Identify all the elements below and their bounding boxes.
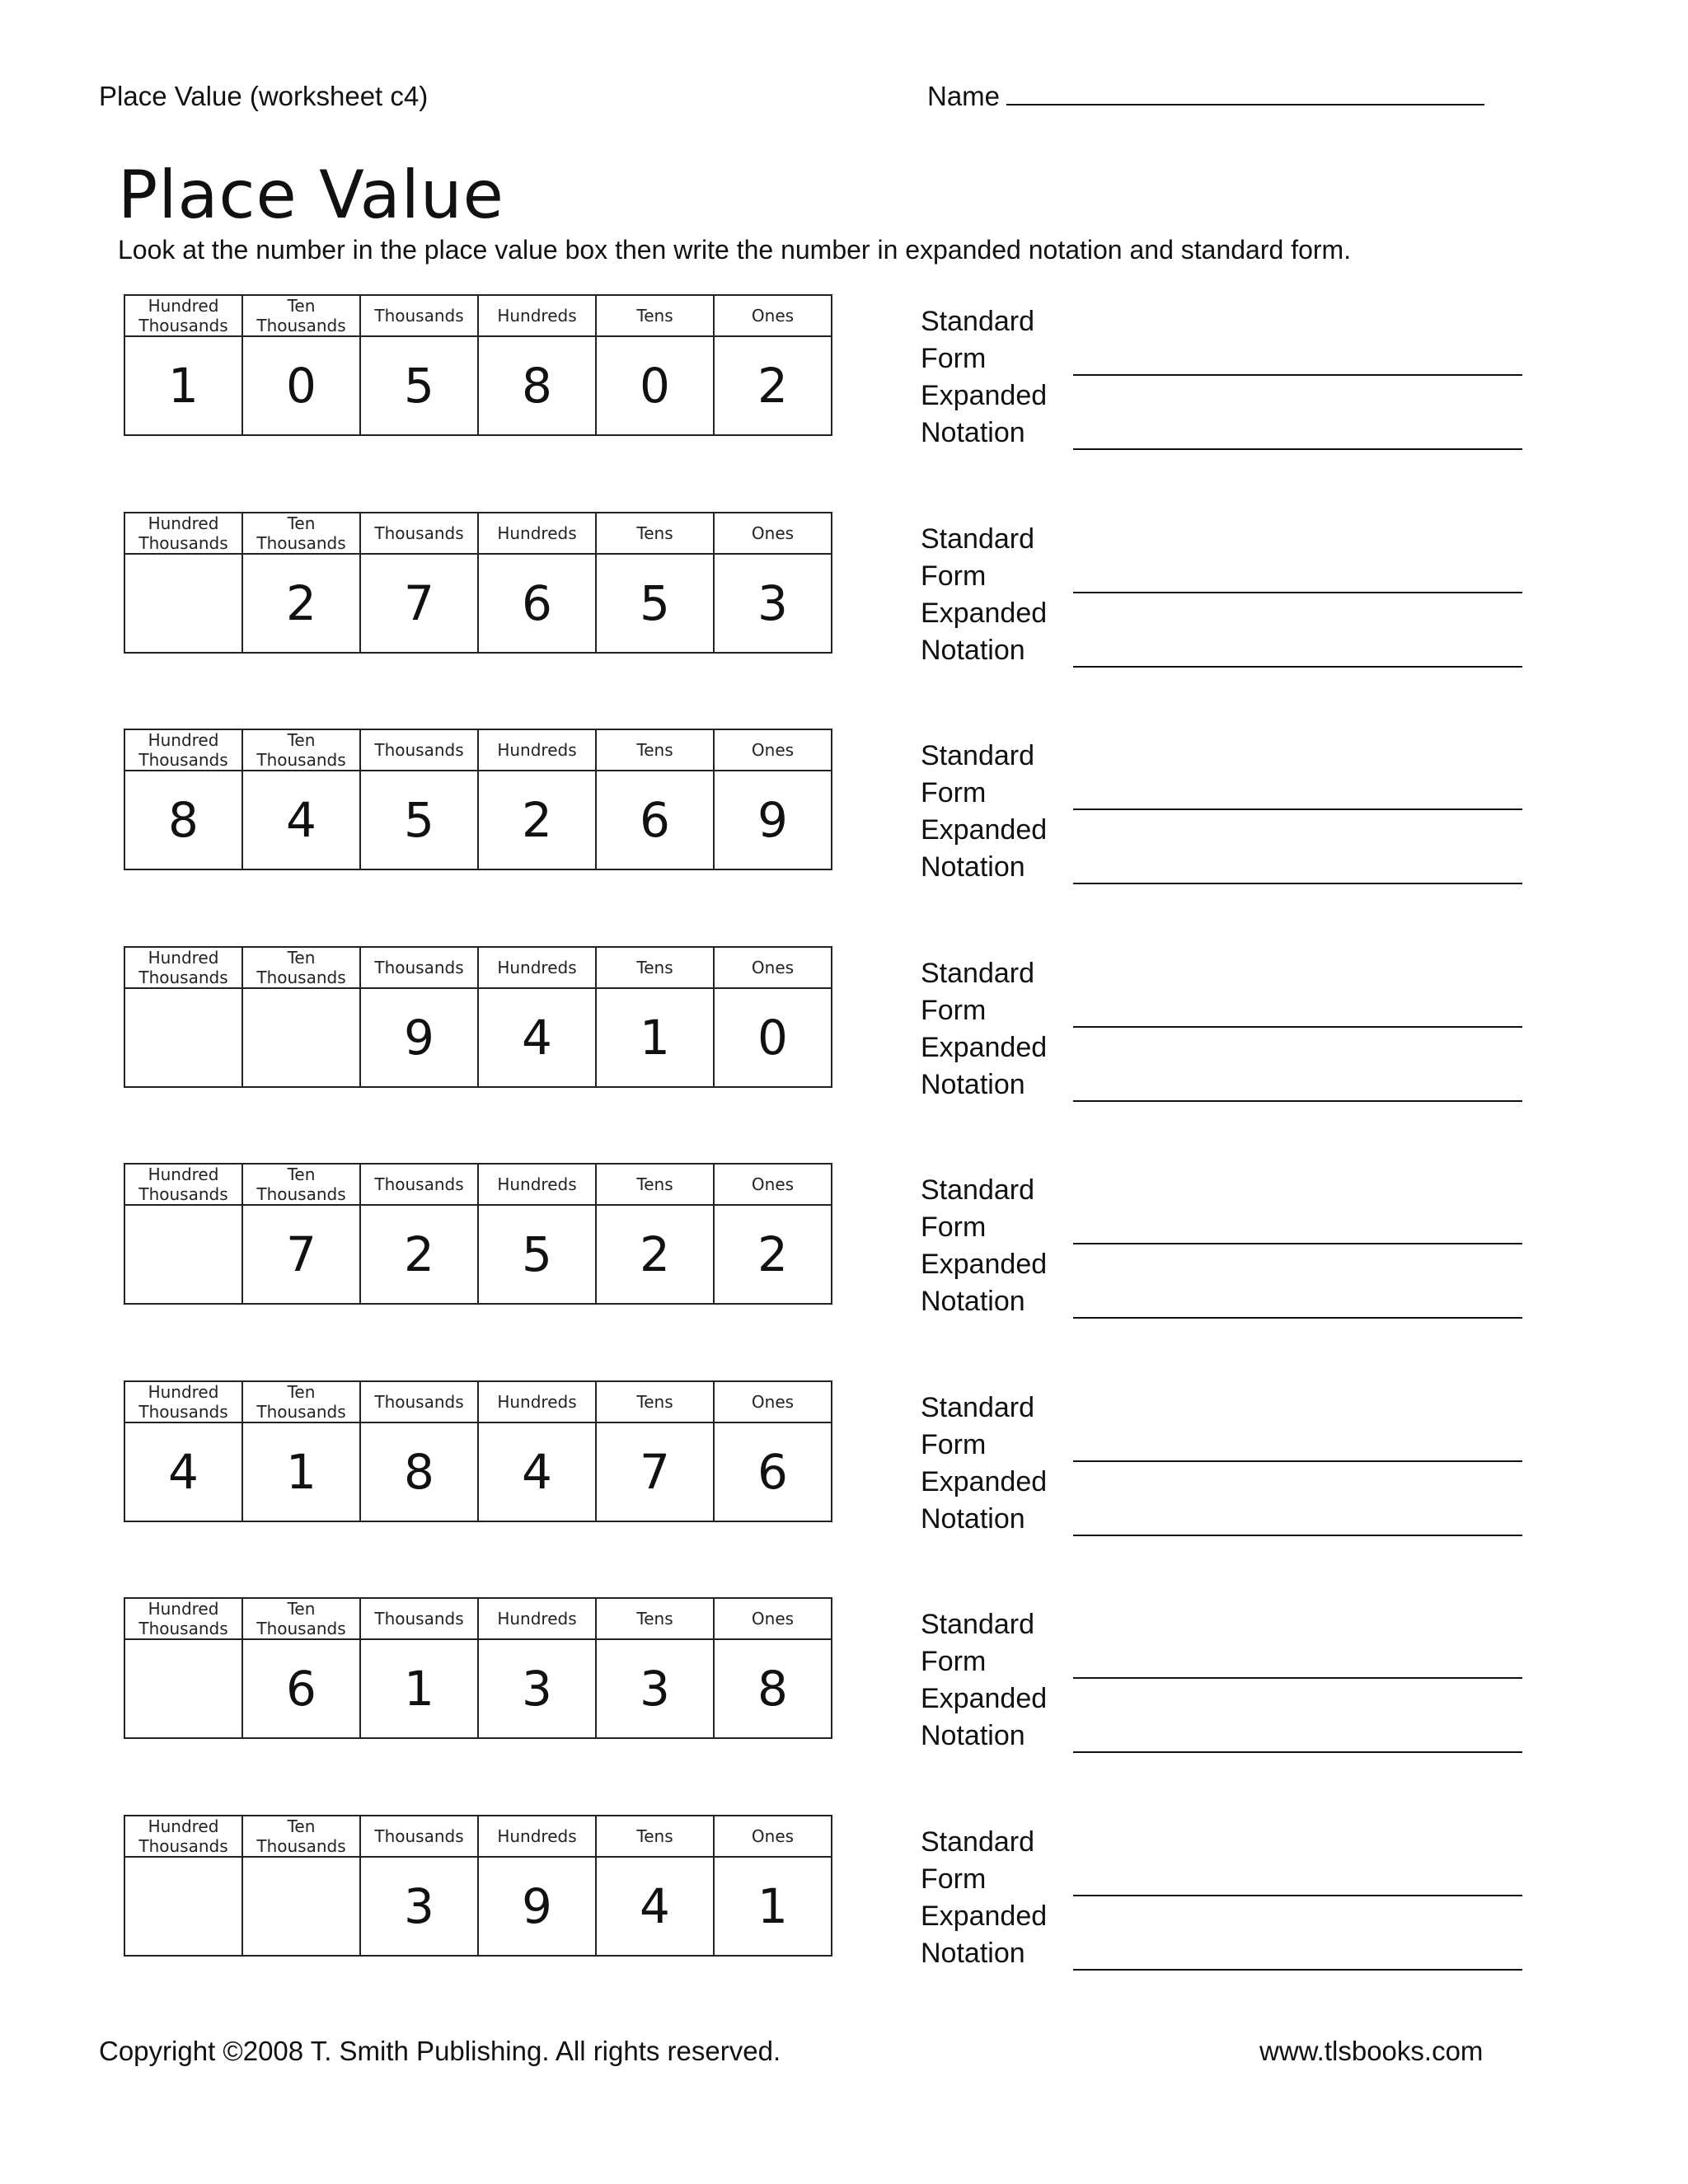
standard-label: Standard <box>921 1392 1034 1423</box>
digit-cell: 0 <box>714 988 832 1087</box>
answer-row <box>921 812 1531 849</box>
answer-row <box>921 955 1531 992</box>
answer-row <box>921 1898 1531 1935</box>
answer-row <box>921 1501 1531 1538</box>
standard-label: Standard <box>921 1609 1034 1640</box>
column-header: Hundred Thousands <box>124 1164 242 1205</box>
expanded-notation-blank[interactable] <box>1073 1751 1522 1753</box>
digit-cell: 0 <box>596 336 714 435</box>
standard-form-blank[interactable] <box>1073 808 1522 810</box>
digit-cell: 4 <box>242 771 360 869</box>
digit-cell: 1 <box>596 988 714 1087</box>
digit-cell <box>124 554 242 653</box>
answer-row <box>921 1935 1531 1972</box>
digit-cell: 2 <box>714 336 832 435</box>
answer-row <box>921 595 1531 632</box>
column-header: Thousands <box>360 295 478 336</box>
digit-cell: 4 <box>478 988 596 1087</box>
column-header: Thousands <box>360 1816 478 1857</box>
digit-cell: 6 <box>242 1639 360 1738</box>
standard-label: Standard <box>921 306 1034 337</box>
place-value-box <box>124 1380 832 1522</box>
digit-cell: 3 <box>360 1857 478 1956</box>
column-header: Tens <box>596 1381 714 1422</box>
digit-cell <box>242 988 360 1087</box>
column-header: Hundred Thousands <box>124 295 242 336</box>
answer-area <box>921 738 1531 886</box>
column-header: Hundreds <box>478 947 596 988</box>
instructions: Look at the number in the place value box then write the number in expanded notation and standard form. <box>118 235 1352 265</box>
digit-cell: 5 <box>360 771 478 869</box>
column-header: Ones <box>714 1816 832 1857</box>
standard-form-blank[interactable] <box>1073 592 1522 593</box>
expanded-label: Expanded <box>921 1466 1048 1497</box>
place-value-box <box>124 1815 832 1957</box>
column-header: Ones <box>714 1381 832 1422</box>
digit-cell: 1 <box>714 1857 832 1956</box>
answer-area <box>921 1172 1531 1320</box>
worksheet-label: Place Value (worksheet c4) <box>99 81 429 111</box>
column-header: Hundreds <box>478 1816 596 1857</box>
column-header: Hundred Thousands <box>124 1816 242 1857</box>
website-link: www.tlsbooks.com <box>1259 2036 1484 2066</box>
digit-cell <box>124 1205 242 1304</box>
column-header: Hundreds <box>478 1381 596 1422</box>
notation-label: Notation <box>921 851 1025 883</box>
answer-row <box>921 849 1531 886</box>
expanded-label: Expanded <box>921 1249 1048 1280</box>
expanded-notation-blank[interactable] <box>1073 1969 1522 1971</box>
digit-cell: 0 <box>242 336 360 435</box>
answer-row <box>921 521 1531 558</box>
standard-form-blank[interactable] <box>1073 374 1522 376</box>
answer-row <box>921 1029 1531 1066</box>
expanded-notation-blank[interactable] <box>1073 1535 1522 1536</box>
answer-row <box>921 1283 1531 1320</box>
answer-row <box>921 1390 1531 1427</box>
standard-form-blank[interactable] <box>1073 1677 1522 1679</box>
answer-area <box>921 521 1531 669</box>
place-value-box <box>124 729 832 870</box>
answer-area <box>921 1824 1531 1972</box>
expanded-notation-blank[interactable] <box>1073 1317 1522 1319</box>
form-label: Form <box>921 995 987 1026</box>
answer-row <box>921 1718 1531 1755</box>
column-header: Hundreds <box>478 729 596 771</box>
digit-cell: 6 <box>478 554 596 653</box>
digit-cell: 3 <box>478 1639 596 1738</box>
form-label: Form <box>921 1646 987 1677</box>
column-header: Ten Thousands <box>242 1598 360 1639</box>
column-header: Tens <box>596 1598 714 1639</box>
column-header: Ten Thousands <box>242 1816 360 1857</box>
digit-cell: 1 <box>124 336 242 435</box>
answer-row <box>921 992 1531 1029</box>
column-header: Ten Thousands <box>242 1381 360 1422</box>
standard-label: Standard <box>921 958 1034 989</box>
place-value-box <box>124 294 832 436</box>
notation-label: Notation <box>921 635 1025 666</box>
form-label: Form <box>921 777 987 808</box>
notation-label: Notation <box>921 1720 1025 1751</box>
name-field[interactable] <box>927 81 1484 112</box>
digit-cell <box>124 1639 242 1738</box>
expanded-label: Expanded <box>921 814 1048 846</box>
standard-form-blank[interactable] <box>1073 1026 1522 1028</box>
digit-cell <box>124 1857 242 1956</box>
answer-row <box>921 303 1531 340</box>
digit-cell: 2 <box>596 1205 714 1304</box>
expanded-label: Expanded <box>921 1032 1048 1063</box>
column-header: Thousands <box>360 1598 478 1639</box>
column-header: Ones <box>714 947 832 988</box>
digit-cell: 8 <box>478 336 596 435</box>
digit-cell: 9 <box>714 771 832 869</box>
digit-cell: 5 <box>360 336 478 435</box>
form-label: Form <box>921 1212 987 1243</box>
digit-cell: 7 <box>360 554 478 653</box>
digit-cell <box>242 1857 360 1956</box>
column-header: Hundreds <box>478 295 596 336</box>
expanded-label: Expanded <box>921 598 1048 629</box>
answer-area <box>921 955 1531 1104</box>
answer-row <box>921 738 1531 775</box>
column-header: Hundreds <box>478 1598 596 1639</box>
column-header: Ones <box>714 295 832 336</box>
column-header: Ten Thousands <box>242 947 360 988</box>
standard-form-blank[interactable] <box>1073 1243 1522 1244</box>
form-label: Form <box>921 1429 987 1460</box>
digit-cell: 2 <box>242 554 360 653</box>
answer-row <box>921 632 1531 669</box>
digit-cell: 5 <box>596 554 714 653</box>
standard-label: Standard <box>921 1174 1034 1206</box>
digit-cell: 2 <box>478 771 596 869</box>
digit-cell: 6 <box>714 1422 832 1521</box>
answer-row <box>921 1066 1531 1104</box>
digit-cell: 3 <box>714 554 832 653</box>
answer-row <box>921 415 1531 452</box>
notation-label: Notation <box>921 1503 1025 1535</box>
column-header: Tens <box>596 1816 714 1857</box>
digit-cell: 1 <box>242 1422 360 1521</box>
answer-row <box>921 775 1531 812</box>
column-header: Ones <box>714 1164 832 1205</box>
notation-label: Notation <box>921 1286 1025 1317</box>
answer-row <box>921 377 1531 415</box>
answer-row <box>921 1464 1531 1501</box>
digit-cell: 8 <box>124 771 242 869</box>
standard-label: Standard <box>921 740 1034 771</box>
column-header: Ones <box>714 513 832 554</box>
column-header: Tens <box>596 1164 714 1205</box>
column-header: Tens <box>596 513 714 554</box>
place-value-box <box>124 1597 832 1739</box>
column-header: Thousands <box>360 513 478 554</box>
form-label: Form <box>921 1863 987 1895</box>
expanded-label: Expanded <box>921 1900 1048 1932</box>
answer-row <box>921 1209 1531 1246</box>
column-header: Thousands <box>360 947 478 988</box>
column-header: Thousands <box>360 1164 478 1205</box>
digit-cell: 4 <box>478 1422 596 1521</box>
expanded-notation-blank[interactable] <box>1073 883 1522 884</box>
answer-row <box>921 1680 1531 1718</box>
expanded-notation-blank[interactable] <box>1073 666 1522 668</box>
name-label: Name <box>927 81 1001 111</box>
answer-row <box>921 1861 1531 1898</box>
column-header: Hundred Thousands <box>124 1381 242 1422</box>
copyright-notice: Copyright ©2008 T. Smith Publishing. All rights reserved. <box>99 2036 781 2066</box>
digit-cell: 3 <box>596 1639 714 1738</box>
column-header: Hundred Thousands <box>124 729 242 771</box>
expanded-notation-blank[interactable] <box>1073 1100 1522 1102</box>
column-header: Tens <box>596 947 714 988</box>
column-header: Hundreds <box>478 513 596 554</box>
form-label: Form <box>921 560 987 592</box>
answer-area <box>921 1390 1531 1538</box>
digit-cell: 2 <box>714 1205 832 1304</box>
name-blank-line[interactable] <box>1006 81 1484 105</box>
expanded-label: Expanded <box>921 1683 1048 1714</box>
standard-form-blank[interactable] <box>1073 1460 1522 1462</box>
column-header: Hundred Thousands <box>124 513 242 554</box>
answer-area <box>921 303 1531 452</box>
digit-cell: 7 <box>242 1205 360 1304</box>
answer-row <box>921 340 1531 377</box>
digit-cell: 1 <box>360 1639 478 1738</box>
column-header: Ten Thousands <box>242 1164 360 1205</box>
expanded-notation-blank[interactable] <box>1073 448 1522 450</box>
digit-cell: 6 <box>596 771 714 869</box>
answer-area <box>921 1606 1531 1755</box>
column-header: Tens <box>596 295 714 336</box>
answer-row <box>921 1246 1531 1283</box>
column-header: Thousands <box>360 729 478 771</box>
answer-row <box>921 1427 1531 1464</box>
digit-cell: 9 <box>478 1857 596 1956</box>
column-header: Ten Thousands <box>242 513 360 554</box>
digit-cell: 9 <box>360 988 478 1087</box>
place-value-box <box>124 1163 832 1305</box>
column-header: Ten Thousands <box>242 295 360 336</box>
column-header: Hundred Thousands <box>124 1598 242 1639</box>
digit-cell: 8 <box>360 1422 478 1521</box>
digit-cell: 8 <box>714 1639 832 1738</box>
digit-cell: 4 <box>124 1422 242 1521</box>
place-value-box <box>124 946 832 1088</box>
answer-row <box>921 1643 1531 1680</box>
form-label: Form <box>921 343 987 374</box>
answer-row <box>921 1172 1531 1209</box>
page-title: Place Value <box>118 157 504 233</box>
standard-label: Standard <box>921 1826 1034 1858</box>
standard-form-blank[interactable] <box>1073 1895 1522 1896</box>
notation-label: Notation <box>921 1938 1025 1969</box>
digit-cell: 5 <box>478 1205 596 1304</box>
digit-cell: 7 <box>596 1422 714 1521</box>
answer-row <box>921 1824 1531 1861</box>
answer-row <box>921 558 1531 595</box>
column-header: Hundred Thousands <box>124 947 242 988</box>
column-header: Ones <box>714 729 832 771</box>
notation-label: Notation <box>921 1069 1025 1100</box>
column-header: Hundreds <box>478 1164 596 1205</box>
notation-label: Notation <box>921 417 1025 448</box>
column-header: Tens <box>596 729 714 771</box>
digit-cell: 4 <box>596 1857 714 1956</box>
expanded-label: Expanded <box>921 380 1048 411</box>
standard-label: Standard <box>921 523 1034 555</box>
column-header: Ones <box>714 1598 832 1639</box>
answer-row <box>921 1606 1531 1643</box>
digit-cell <box>124 988 242 1087</box>
place-value-box <box>124 512 832 654</box>
digit-cell: 2 <box>360 1205 478 1304</box>
column-header: Thousands <box>360 1381 478 1422</box>
column-header: Ten Thousands <box>242 729 360 771</box>
